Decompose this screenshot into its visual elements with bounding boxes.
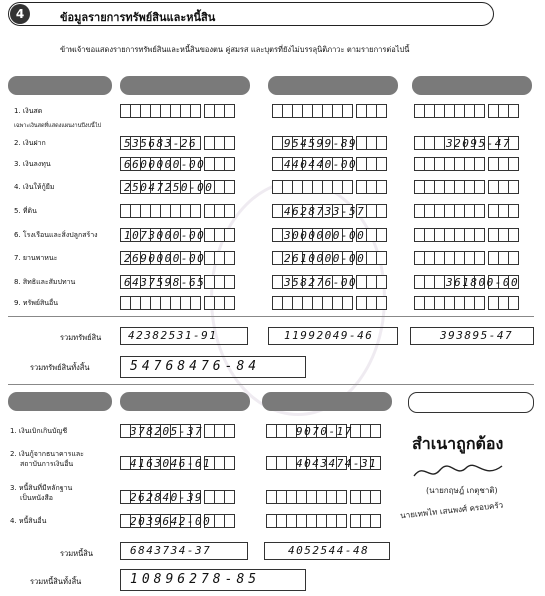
assets-total-declarant: 42382531-91 [128,329,218,342]
asset-row-label: 4. เงินให้กู้ยืม [14,183,55,191]
asset-child-boxes [414,104,518,118]
asset-declarant-boxes [120,296,234,310]
assets-label-header [8,76,112,95]
asset-row-label: 8. สิทธิและสัมปทาน [14,278,76,286]
liabilities-grand-total-label: รวมหนี้สินทั้งสิ้น [30,577,82,586]
liabilities-grand-total: 10896278-85 [130,572,261,587]
asset-declarant-value: 6600000-00 [124,158,206,171]
assets-total-label: รวมทรัพย์สิน [60,333,102,342]
asset-spouse-boxes [272,180,386,194]
liability-declarant-value: 378205-37 [130,425,204,438]
asset-spouse-value: 358276-00 [284,276,358,289]
liability-row-label-line2: สถาบันการเงินอื่น [20,460,74,468]
section-divider [8,384,534,385]
asset-declarant-value: 6437598-65 [124,276,206,289]
asset-child-boxes [414,157,518,171]
child-column-header [412,76,532,95]
liability-row-label: 3. หนี้สินที่มีหลักฐาน [10,484,73,492]
assets-total-child: 393895-47 [440,329,514,342]
asset-child-boxes [414,204,518,218]
liability-spouse-value: 9070-17 [296,425,353,438]
asset-child-boxes [414,251,518,265]
assets-divider [8,316,534,317]
liab-spouse-column-header [262,392,392,411]
asset-declarant-boxes [120,104,234,118]
section-number: 4 [10,4,30,24]
asset-child-boxes [414,180,518,194]
assets-grand-total: 54768476-84 [130,359,261,374]
asset-spouse-value: 954599-89 [284,137,358,150]
asset-spouse-value: 440440-00 [284,158,358,171]
liability-declarant-value: 262840-39 [130,491,204,504]
asset-child-value: 32095-47 [446,137,511,150]
asset-row-label: เฉพาะเงินสดที่แสดงแผนงานปีงบนี้ไป [14,123,102,129]
asset-declarant-value: 1073000-00 [124,229,206,242]
asset-declarant-value: 2690000-00 [124,252,206,265]
section-title: ข้อมูลรายการทรัพย์สินและหนี้สิน [60,11,216,24]
liab-declarant-column-header [120,392,250,411]
signature-scribble [410,460,520,484]
asset-row-label: 1. เงินสด [14,107,43,115]
spouse-column-header [268,76,398,95]
certifier-note: นายเทพไท เสนพงศ์ ครอบครัว [399,500,504,521]
liab-total-spouse: 4052544-48 [288,544,370,557]
liabilities-label-header [8,392,112,411]
asset-declarant-value: 25047250-00 [124,181,214,194]
liability-row-label: 1. เงินเบิกเกินบัญชี [10,427,68,435]
asset-child-boxes [414,228,518,242]
asset-spouse-boxes [272,104,386,118]
asset-row-label: 7. ยานพาหนะ [14,254,58,262]
asset-spouse-boxes [272,296,386,310]
asset-spouse-value: 4628733-57 [284,205,366,218]
liability-spouse-value: 4043474-31 [296,457,378,470]
asset-spouse-value: 2610000-00 [284,252,366,265]
certifier-name: (นายกฤษฎ์ เกตุชาติ) [426,486,498,495]
assets-grand-total-label: รวมทรัพย์สินทั้งสิ้น [30,363,90,372]
liability-declarant-value: 4163046-61 [130,457,212,470]
assets-total-spouse: 11992049-46 [284,329,374,342]
liability-spouse-boxes [266,490,380,504]
asset-child-value: 361800-00 [446,276,520,289]
liability-declarant-value: 2039642-00 [130,515,212,528]
liability-row-label-line2: เป็นหนังสือ [20,494,53,502]
asset-row-label: 6. โรงเรือนและสิ่งปลูกสร้าง [14,231,98,239]
liability-row-label: 4. หนี้สินอื่น [10,517,47,525]
asset-row-label: 3. เงินลงทุน [14,160,51,168]
liabilities-total-label: รวมหนี้สิน [60,549,93,558]
liability-spouse-boxes [266,514,380,528]
asset-declarant-boxes [120,204,234,218]
liab-total-declarant: 6843734-37 [130,544,212,557]
asset-row-label: 2. เงินฝาก [14,139,46,147]
certification-stamp: สำเนาถูกต้อง [412,434,504,453]
asset-row-label: 5. ที่ดิน [14,207,37,215]
liability-row-label: 2. เงินกู้จากธนาคารและ [10,450,84,458]
liab-child-column-header [408,392,534,413]
asset-spouse-value: 3000000-00 [284,229,366,242]
asset-row-label: 9. ทรัพย์สินอื่น [14,299,59,307]
instruction-text: ข้าพเจ้าขอแสดงรายการทรัพย์สินและหนี้สินของตน คู่สมรส และบุตรที่ยังไม่บรรลุนิติภาวะ ตามรายการต่อไปนี้ [60,45,410,54]
asset-declarant-value: 535683-26 [124,137,198,150]
asset-child-boxes [414,296,518,310]
declarant-column-header [120,76,250,95]
